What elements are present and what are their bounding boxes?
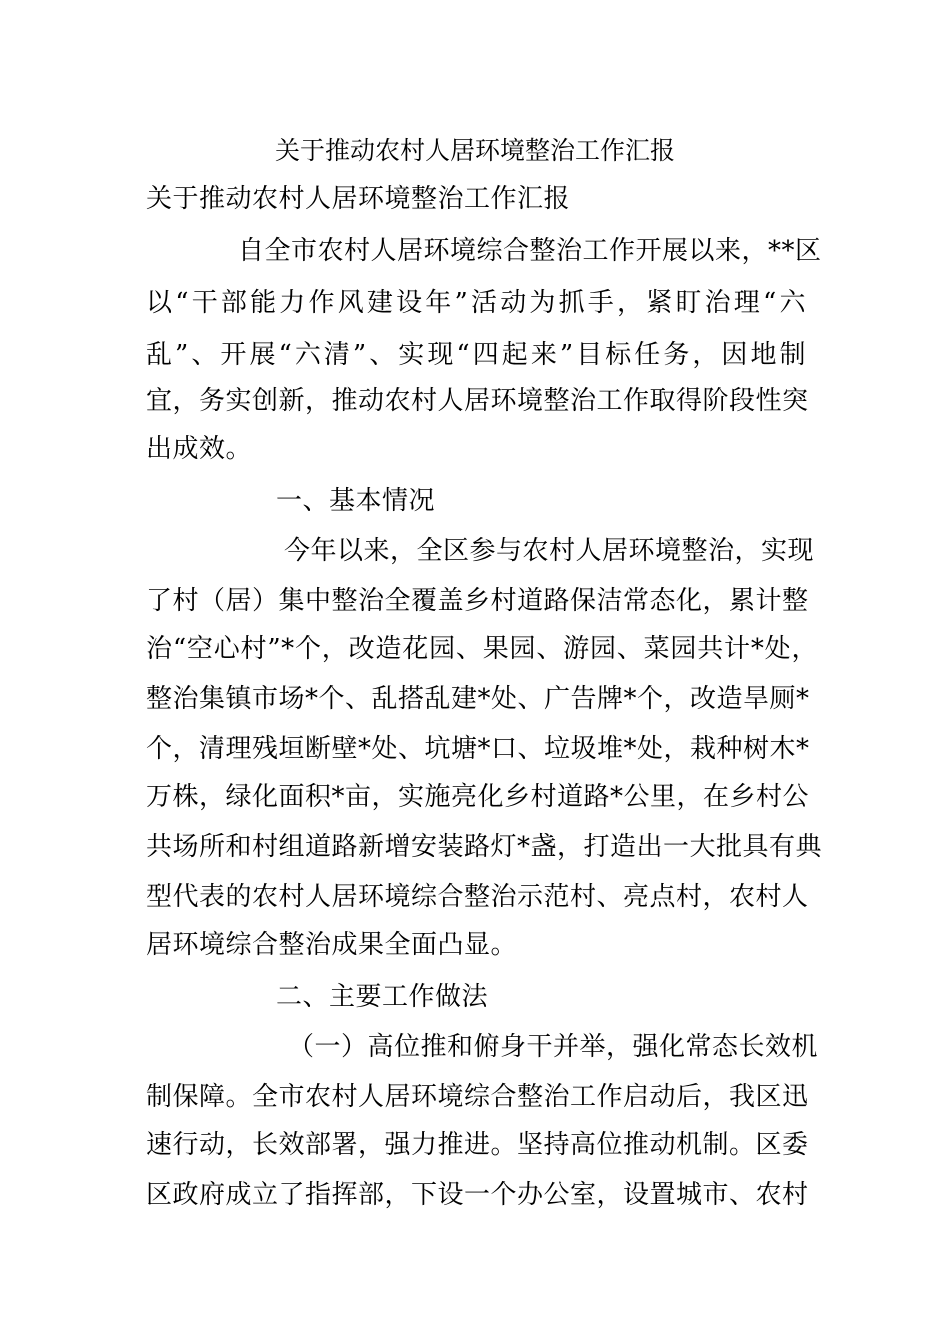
paragraph-2-line-5: 个，清理残垣断壁*处、坑塘*口、垃圾堆*处，栽种树木*: [146, 734, 810, 764]
paragraph-1-line-5: 出成效。: [146, 434, 253, 464]
section-heading-1: 一、基本情况: [276, 486, 436, 516]
document-title: 关于推动农村人居环境整治工作汇报: [274, 136, 675, 165]
paragraph-2-line-7: 共场所和村组道路新增安装路灯*盏，打造出一大批具有典: [146, 832, 823, 862]
paragraph-1-line-2: 以“干部能力作风建设年”活动为抓手，紧盯治理“六: [146, 288, 806, 318]
paragraph-3-line-4: 区政府成立了指挥部，下设一个办公室，设置城市、农村: [146, 1180, 809, 1210]
paragraph-1-line-3: 乱”、开展“六清”、实现“四起来”目标任务，因地制: [146, 340, 806, 370]
paragraph-2-line-1: 今年以来，全区参与农村人居环境整治，实现: [284, 536, 815, 566]
paragraph-1-line-4: 宜，务实创新，推动农村人居环境整治工作取得阶段性突: [146, 386, 809, 416]
paragraph-3-line-2: 制保障。全市农村人居环境综合整治工作启动后，我区迅: [146, 1082, 809, 1112]
paragraph-2-line-3: 治“空心村”*个，改造花园、果园、游园、菜园共计*处，: [146, 634, 818, 664]
paragraph-2-line-4: 整治集镇市场*个、乱搭乱建*处、广告牌*个，改造旱厕*: [146, 684, 810, 714]
paragraph-2-line-9: 居环境综合整治成果全面凸显。: [146, 930, 518, 960]
paragraph-1-line-1: 自全市农村人居环境综合整治工作开展以来，**区: [238, 236, 822, 266]
paragraph-2-line-2: 了村（居）集中整治全覆盖乡村道路保洁常态化，累计整: [146, 586, 809, 616]
section-heading-2: 二、主要工作做法: [276, 982, 489, 1012]
paragraph-3-line-3: 速行动，长效部署，强力推进。坚持高位推动机制。区委: [146, 1130, 809, 1160]
document-subtitle: 关于推动农村人居环境整治工作汇报: [146, 184, 571, 214]
paragraph-2-line-6: 万株，绿化面积*亩，实施亮化乡村道路*公里，在乡村公: [146, 782, 810, 812]
paragraph-3-line-1: （一）高位推和俯身干并举，强化常态长效机: [288, 1032, 819, 1062]
paragraph-2-line-8: 型代表的农村人居环境综合整治示范村、亮点村，农村人: [146, 882, 809, 912]
